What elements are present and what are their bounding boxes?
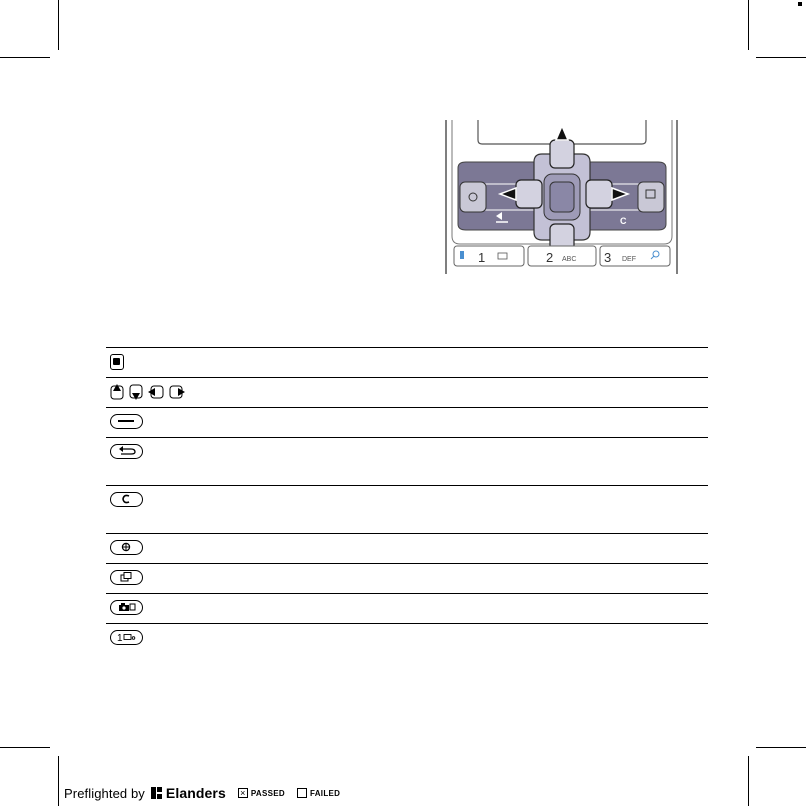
failed-checkbox: [297, 788, 307, 798]
crop-mark: [0, 747, 50, 748]
table-row: [106, 564, 708, 594]
table-row: [106, 624, 708, 654]
table-row: [106, 438, 708, 486]
table-row: [106, 594, 708, 624]
corner-dot: [798, 2, 802, 6]
passed-checkbox: ×: [238, 788, 248, 798]
activity-menu-key-icon: [110, 570, 143, 585]
crop-mark: [756, 747, 806, 748]
back-key-icon: [110, 444, 143, 459]
camera-key-icon: [110, 600, 143, 615]
phone-keypad-illustration: [444, 118, 680, 274]
passed-label: PASSED: [250, 788, 285, 798]
voicemail-icon: [460, 251, 464, 259]
svg-text:1: 1: [117, 633, 123, 643]
keys-table: [106, 347, 708, 654]
clear-key-icon: [110, 492, 143, 507]
preflighted-by-text: Preflighted by: [64, 785, 145, 801]
key-3-label: 3: [604, 250, 612, 265]
key-3-letters: DEF: [622, 256, 636, 263]
key-2-label: 2: [546, 250, 554, 265]
crop-mark: [748, 756, 749, 806]
crop-mark: [748, 0, 749, 50]
crop-mark: [58, 0, 59, 50]
elanders-logo-icon: [151, 787, 163, 799]
voicemail-key-icon: [110, 630, 143, 645]
navigation-right-key-icon: [169, 385, 185, 399]
table-row: [106, 408, 708, 438]
crop-mark: [756, 57, 806, 58]
crop-mark: [58, 756, 59, 806]
internet-key-icon: [110, 540, 143, 555]
key-2-letters: ABC: [562, 256, 577, 263]
crop-mark: [0, 57, 50, 58]
key-1-label: 1: [478, 250, 486, 265]
selection-key-icon: [110, 414, 143, 429]
table-row: [106, 348, 708, 378]
table-row: [106, 486, 708, 534]
preflight-footer: [64, 785, 340, 801]
failed-label: FAILED: [309, 788, 341, 798]
svg-text:C: C: [620, 216, 627, 226]
table-row: [106, 378, 708, 408]
navigation-left-key-icon: [148, 385, 164, 399]
navigation-down-key-icon: [129, 384, 143, 400]
table-row: [106, 534, 708, 564]
center-select-key-icon: [110, 354, 124, 370]
navigation-up-key-icon: [110, 384, 124, 400]
brand-name: Elanders: [165, 785, 226, 801]
